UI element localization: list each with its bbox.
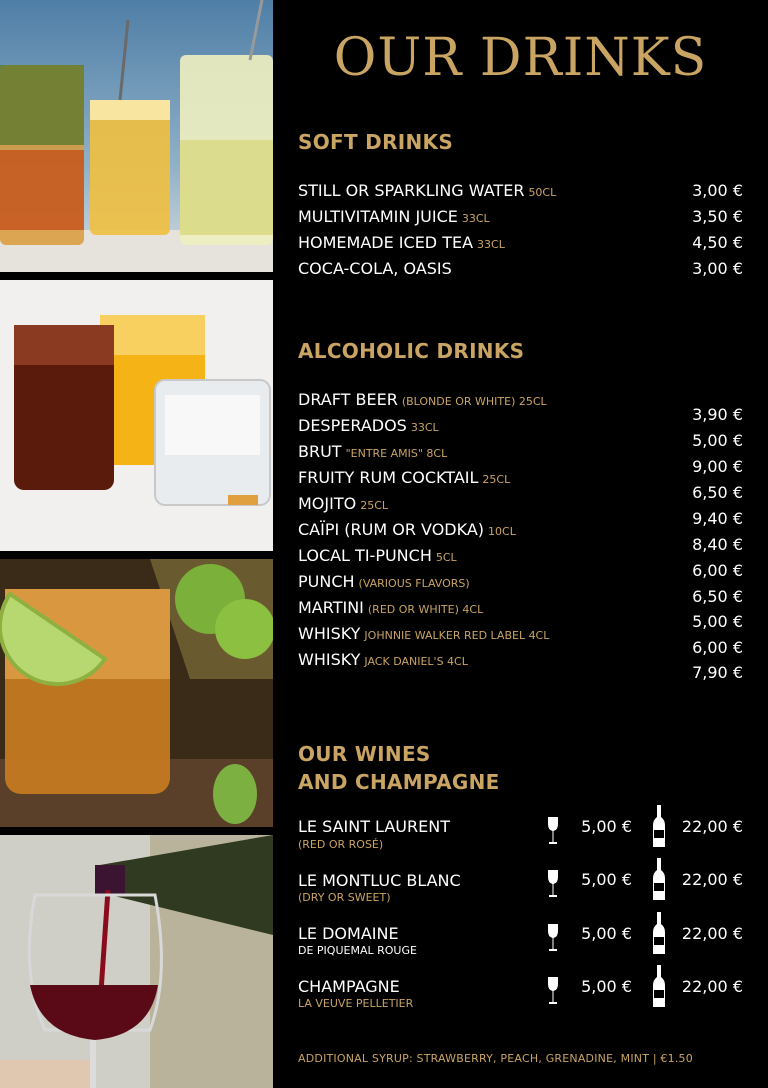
item-name: DRAFT BEER bbox=[298, 390, 398, 409]
list-item bbox=[298, 259, 456, 281]
list-item bbox=[298, 520, 516, 542]
wine-name: LE MONTLUC BLANC bbox=[298, 871, 461, 890]
item-note: JOHNNIE WALKER RED LABEL 4CL bbox=[364, 629, 550, 642]
list-item bbox=[298, 207, 490, 229]
item-price: 6,50 € bbox=[692, 483, 743, 502]
wine-name: CHAMPAGNE bbox=[298, 977, 400, 996]
item-note: (RED OR WHITE) 4CL bbox=[367, 603, 484, 616]
list-item bbox=[298, 598, 483, 620]
wine-glass-icon bbox=[546, 869, 560, 899]
item-note: 25CL bbox=[482, 473, 511, 486]
item-note: (BLONDE OR WHITE) 25CL bbox=[401, 395, 547, 408]
wine-glass-icon bbox=[546, 976, 560, 1006]
item-name: MOJITO bbox=[298, 494, 357, 513]
list-item bbox=[298, 442, 447, 464]
item-name: DESPERADOS bbox=[298, 416, 407, 435]
item-note: 5CL bbox=[435, 551, 457, 564]
item-note: (VARIOUS FLAVORS) bbox=[358, 577, 470, 590]
wines-heading bbox=[298, 740, 500, 796]
item-note: 25CL bbox=[360, 499, 389, 512]
wine-bottle-icon bbox=[653, 912, 665, 954]
item-price: 5,00 € bbox=[692, 612, 743, 631]
wine-subtitle: DE PIQUEMAL ROUGE bbox=[298, 944, 417, 957]
photo-column bbox=[0, 0, 273, 1088]
item-price: 3,90 € bbox=[692, 405, 743, 424]
item-note: "ENTRE AMIS" 8CL bbox=[345, 447, 448, 460]
item-price: 7,90 € bbox=[692, 663, 743, 682]
item-name: MARTINI bbox=[298, 598, 364, 617]
wine-name: LE SAINT LAURENT bbox=[298, 817, 450, 836]
list-item bbox=[298, 390, 547, 412]
glass-price: 5,00 € bbox=[581, 870, 632, 889]
item-price: 9,40 € bbox=[692, 509, 743, 528]
page-title: OUR DRINKS bbox=[333, 28, 708, 88]
item-name: LOCAL TI-PUNCH bbox=[298, 546, 432, 565]
soft-drinks-heading: SOFT DRINKS bbox=[298, 130, 454, 154]
list-item bbox=[298, 416, 439, 438]
wine-subtitle: (DRY OR SWEET) bbox=[298, 891, 391, 904]
item-note: 50CL bbox=[528, 186, 557, 199]
glass-price: 5,00 € bbox=[581, 924, 632, 943]
wine-bottle-icon bbox=[653, 858, 665, 900]
item-price: 8,40 € bbox=[692, 535, 743, 554]
item-note: 33CL bbox=[477, 238, 505, 251]
list-item bbox=[298, 233, 505, 255]
wine-bottle-icon bbox=[653, 965, 665, 1007]
bottle-price: 22,00 € bbox=[681, 870, 743, 889]
wines-heading-line2: AND CHAMPAGNE bbox=[298, 770, 500, 794]
wine-bottle-icon bbox=[653, 805, 665, 847]
rum-lime-photo bbox=[0, 559, 273, 827]
list-item bbox=[298, 181, 556, 203]
soft-drinks-photo bbox=[0, 280, 273, 551]
item-name: MULTIVITAMIN JUICE bbox=[298, 207, 458, 226]
red-wine-photo bbox=[0, 835, 273, 1088]
wines-heading-line1: OUR WINES bbox=[298, 742, 431, 766]
item-name: WHISKY bbox=[298, 624, 361, 643]
item-note: 33CL bbox=[410, 421, 439, 434]
item-name: COCA-COLA, OASIS bbox=[298, 259, 452, 278]
item-price: 3,00 € bbox=[692, 259, 743, 278]
item-note: 10CL bbox=[488, 525, 516, 538]
syrup-footer: ADDITIONAL SYRUP: STRAWBERRY, PEACH, GRENADINE, MINT | €1.50 bbox=[298, 1052, 693, 1065]
list-item bbox=[298, 494, 388, 516]
list-item bbox=[298, 572, 470, 594]
item-name: HOMEMADE ICED TEA bbox=[298, 233, 474, 252]
bottle-price: 22,00 € bbox=[681, 817, 743, 836]
item-price: 9,00 € bbox=[692, 457, 743, 476]
item-name: FRUITY RUM COCKTAIL bbox=[298, 468, 479, 487]
cocktails-photo bbox=[0, 0, 273, 272]
drinks-menu bbox=[273, 0, 768, 1088]
item-price: 6,00 € bbox=[692, 561, 743, 580]
item-price: 5,00 € bbox=[692, 431, 743, 450]
item-name: CAÏPI (RUM OR VODKA) bbox=[298, 520, 485, 539]
item-note: 33CL bbox=[461, 212, 490, 225]
item-name: BRUT bbox=[298, 442, 342, 461]
list-item bbox=[298, 624, 549, 646]
item-price: 6,50 € bbox=[692, 587, 743, 606]
item-name: WHISKY bbox=[298, 650, 361, 669]
wine-glass-icon bbox=[546, 816, 560, 846]
wine-glass-icon bbox=[546, 923, 560, 953]
alcoholic-drinks-heading: ALCOHOLIC DRINKS bbox=[298, 339, 525, 363]
item-price: 3,00 € bbox=[692, 181, 743, 200]
list-item bbox=[298, 650, 468, 672]
list-item bbox=[298, 468, 510, 490]
wine-subtitle: LA VEUVE PELLETIER bbox=[298, 997, 414, 1010]
item-name: STILL OR SPARKLING WATER bbox=[298, 181, 525, 200]
bottle-price: 22,00 € bbox=[681, 977, 743, 996]
item-name: PUNCH bbox=[298, 572, 355, 591]
glass-price: 5,00 € bbox=[581, 817, 632, 836]
glass-price: 5,00 € bbox=[581, 977, 632, 996]
item-price: 4,50 € bbox=[692, 233, 743, 252]
wine-name: LE DOMAINE bbox=[298, 924, 399, 943]
item-note: JACK DANIEL'S 4CL bbox=[364, 655, 468, 668]
list-item bbox=[298, 546, 457, 568]
bottle-price: 22,00 € bbox=[681, 924, 743, 943]
item-price: 6,00 € bbox=[692, 638, 743, 657]
item-price: 3,50 € bbox=[692, 207, 743, 226]
wine-subtitle: (RED OR ROSÉ) bbox=[298, 838, 384, 851]
